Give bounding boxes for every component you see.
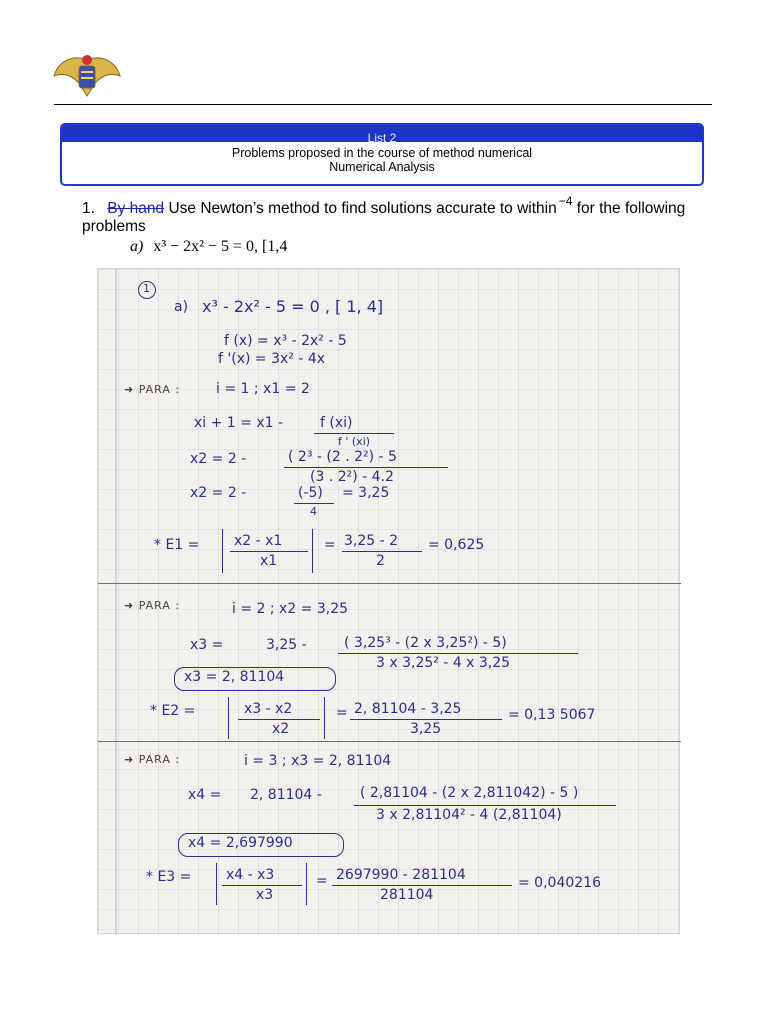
e3-den: x3 (256, 887, 274, 903)
e2-fraction-bar-2 (350, 719, 502, 720)
e2-lhs: * E2 = (150, 703, 196, 719)
x3-lhs: x3 = (190, 637, 224, 653)
x2-line-den: (3 . 2²) - 4.2 (310, 469, 394, 485)
e2-num: x3 - x2 (244, 701, 293, 717)
e3-result: = 0,040216 (518, 875, 601, 891)
x4-den: 3 x 2,81104² - 4 (2,81104) (376, 807, 562, 823)
e1-num: x2 - x1 (234, 533, 283, 549)
e1-den2: 2 (376, 553, 385, 569)
e1-den: x1 (260, 553, 278, 569)
main-equation: x³ - 2x² - 5 = 0 , [ 1, 4] (202, 297, 384, 316)
box-title: List 2 (62, 125, 702, 142)
e1-fraction-bar-2 (342, 551, 422, 552)
header-rule (54, 104, 712, 105)
e1-num2: 3,25 - 2 (344, 533, 399, 549)
part-a-equation (130, 238, 287, 256)
iteration-1: i = 1 ; x1 = 2 (216, 381, 310, 397)
x4-lhs: x4 = (188, 787, 222, 803)
x3-den: 3 x 3,25² - 4 x 3,25 (376, 655, 511, 671)
university-crest-logo (52, 52, 122, 102)
newton-formula-den: f ' (xi) (338, 435, 371, 448)
x2-line-lhs: x2 = 2 - (190, 451, 247, 467)
e1-fraction-bar (230, 551, 308, 552)
box-line-2: Numerical Analysis (329, 160, 435, 174)
e2-num2: 2, 81104 - 3,25 (354, 701, 462, 717)
function-f: f (x) = x³ - 2x² - 5 (224, 333, 347, 349)
e3-num2: 2697990 - 281104 (336, 867, 466, 883)
iteration-2: i = 2 ; x2 = 3,25 (232, 601, 349, 617)
box-line-1: Problems proposed in the course of method numerical (231, 146, 533, 160)
newton-fraction-bar (314, 433, 394, 434)
newton-formula-num: f (xi) (320, 415, 353, 431)
x3-value: 3,25 - (266, 637, 307, 653)
e2-abs-left (228, 697, 229, 739)
circle-number: 1 (143, 282, 150, 295)
e3-eq: = (316, 873, 328, 889)
x2b-result: = 3,25 (342, 485, 390, 501)
e2-den: x2 (272, 721, 290, 737)
handwritten-solution-photo (97, 268, 680, 934)
e3-abs-left (216, 863, 217, 905)
x4-result: x4 = 2,697990 (188, 835, 293, 851)
e2-den2: 3,25 (410, 721, 442, 737)
e1-abs-right (312, 529, 313, 573)
problem-text: Use Newton’s method to find solutions accurate to within (168, 200, 557, 217)
tolerance-exponent: −4 (558, 194, 573, 208)
para-label-3: ➜ PARA : (124, 753, 181, 766)
e3-fraction-bar (222, 885, 302, 886)
iteration-3: i = 3 ; x3 = 2, 81104 (244, 753, 392, 769)
function-f-prime: f '(x) = 3x² - 4x (218, 351, 326, 367)
para-label-2: ➜ PARA : (124, 599, 181, 612)
e2-result: = 0,13 5067 (508, 707, 596, 723)
e2-abs-right (324, 697, 325, 739)
x2b-line-num: (-5) (298, 485, 323, 501)
list-header-box (60, 123, 704, 186)
x2b-line-lhs: x2 = 2 - (190, 485, 247, 501)
x2b-fraction-bar (294, 503, 334, 504)
e3-den2: 281104 (380, 887, 434, 903)
problem-tail: for the following problems (82, 200, 686, 235)
e3-fraction-bar-2 (332, 885, 512, 886)
x3-num: ( 3,25³ - (2 x 3,25²) - 5) (344, 635, 507, 651)
e1-eq: = (324, 537, 336, 553)
e2-fraction-bar (238, 719, 320, 720)
a-label: a) (174, 299, 189, 315)
separator-1 (98, 583, 681, 584)
newton-formula-lhs: xi + 1 = x1 - (194, 415, 284, 431)
e3-abs-right (306, 863, 307, 905)
e3-lhs: * E3 = (146, 869, 192, 885)
x3-result: x3 = 2, 81104 (184, 669, 285, 685)
equation-text: x³ − 2x² − 5 = 0, [1,4 (153, 238, 288, 255)
problem-number: 1. (82, 200, 95, 217)
e1-result: = 0,625 (428, 537, 485, 553)
separator-2 (98, 741, 681, 742)
x2b-line-den: 4 (310, 505, 317, 518)
x3-fraction-bar (338, 653, 578, 654)
e3-num: x4 - x3 (226, 867, 275, 883)
e2-eq: = (336, 705, 348, 721)
x4-fraction-bar (354, 805, 616, 806)
part-a-label: a) (130, 238, 144, 255)
para-label-1: ➜ PARA : (124, 383, 181, 396)
x2-fraction-bar (284, 467, 448, 468)
x2-line-num: ( 2³ - (2 . 2²) - 5 (288, 449, 397, 465)
e1-abs-left (222, 529, 223, 573)
e1-lhs: * E1 = (154, 537, 200, 553)
x4-num: ( 2,81104 - (2 x 2,811042) - 5 ) (360, 785, 579, 801)
x4-value: 2, 81104 - (250, 787, 322, 803)
problem-statement (82, 194, 712, 235)
by-hand-label: By hand (107, 200, 165, 217)
